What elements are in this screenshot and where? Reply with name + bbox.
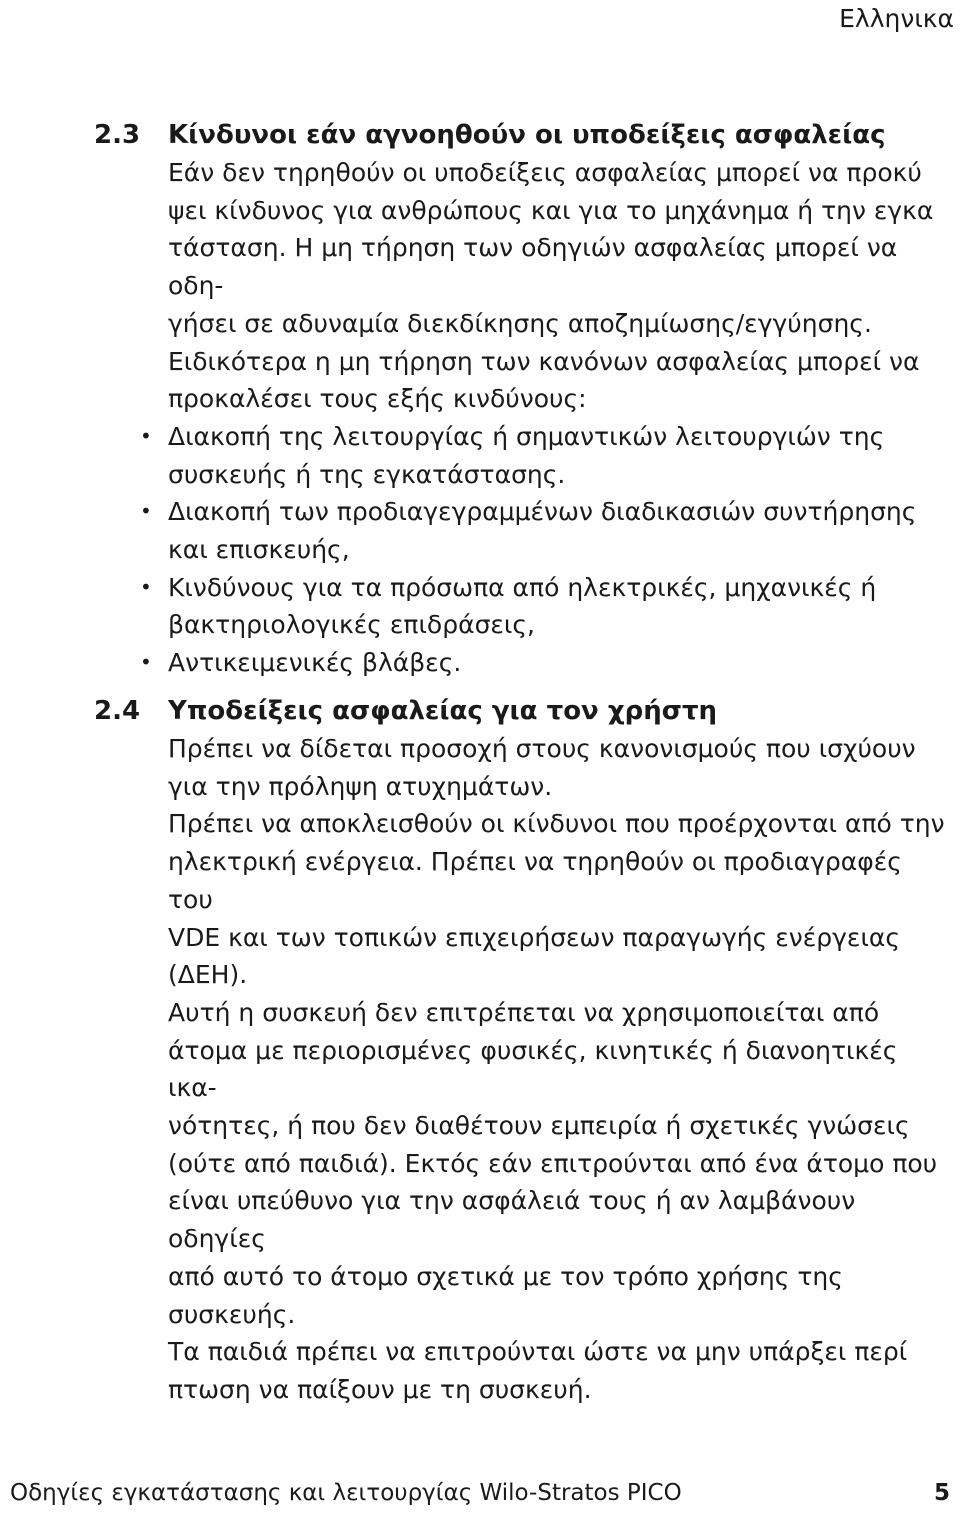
text-line: νότητες, ή που δεν διαθέτουν εμπειρία ή σχετικές γνώσεις [168, 1111, 910, 1141]
text-line: Εάν δεν τηρηθούν οι υποδείξεις ασφαλείας μπορεί να προκύ [168, 158, 922, 187]
page-number: 5 [933, 1480, 950, 1506]
text-line: (ούτε από παιδιά). Εκτός εάν επιτρούνται από ένα άτομο που [168, 1148, 938, 1178]
list-item [168, 644, 954, 682]
section-heading [94, 116, 954, 154]
text-line: Πρέπει να αποκλεισθούν οι κίνδυνοι που προέρχονται από την [168, 809, 945, 839]
section-number: 2.3 [94, 120, 141, 150]
text-line: Ειδικότερα η μη τήρηση των κανόνων ασφαλείας μπορεί να [168, 346, 920, 376]
language-label: Ελληνικα [839, 4, 954, 33]
page-footer [10, 1480, 950, 1506]
list-item-line: βακτηριολογικές επιδράσεις, [168, 610, 536, 640]
list-item-line: και επισκευής, [168, 535, 350, 565]
text-line: πτωση να παίξουν με τη συσκευή. [168, 1374, 592, 1404]
section-body [168, 154, 954, 682]
list-item [168, 569, 954, 644]
text-line: άτομα με περιορισμένες φυσικές, κινητικές ή διανοητικές ικα- [168, 1035, 898, 1103]
text-line: ηλεκτρική ενέργεια. Πρέπει να τηρηθούν οι προδιαγραφές του [168, 847, 902, 914]
list-item-line: • Κινδύνους για τα πρόσωπα από ηλεκτρικές, μηχανικές ή [168, 572, 877, 602]
text-line: (ΔΕΗ). [168, 960, 248, 990]
list-item-line: • Αντικειμενικές βλάβες. [168, 648, 462, 678]
text-line: VDE και των τοπικών επιχειρήσεων παραγωγής ενέργειας [168, 922, 901, 952]
list-item [168, 418, 954, 493]
list-item [168, 493, 954, 568]
risk-list [168, 418, 954, 682]
text-line: Τα παιδιά πρέπει να επιτρούνται ώστε να μην υπάρξει περί [168, 1337, 908, 1367]
section-title: Κίνδυνοι εάν αγνοηθούν οι υποδείξεις ασφαλείας [168, 120, 886, 150]
list-item-line: • Διακοπή της λειτουργίας ή σημαντικών λειτουργιών της [168, 421, 885, 451]
text-line: γήσει σε αδυναμία διεκδίκησης αποζημίωσης/εγγύησης. [168, 308, 872, 338]
text-line: είναι υπεύθυνο για την ασφάλειά τους ή αν λαμβάνουν οδηγίες [168, 1186, 856, 1254]
text-line: τάσταση. Η μη τήρηση των οδηγιών ασφαλείας μπορεί να οδη- [168, 233, 898, 301]
text-line: ψει κίνδυνος για ανθρώπους και για το μηχάνημα ή την εγκα [168, 195, 934, 225]
section-heading [94, 692, 954, 730]
text-line: για την πρόληψη ατυχημάτων. [168, 771, 553, 801]
section-number: 2.4 [94, 696, 141, 726]
section-body [168, 730, 954, 1409]
section-title: Υποδείξεις ασφαλείας για τον χρήστη [168, 696, 718, 726]
text-line: Πρέπει να δίδεται προσοχή στους κανονισμούς που ισχύουν [168, 734, 916, 763]
text-line: προκαλέσει τους εξής κινδύνους: [168, 384, 587, 414]
list-item-line: • Διακοπή των προδιαγεγραμμένων διαδικασιών συντήρησης [168, 497, 917, 527]
footer-title: Οδηγίες εγκατάστασης και λειτουργίας Wilo-Stratos PICO [10, 1480, 682, 1506]
section-2-4 [94, 692, 954, 1409]
section-2-3 [94, 116, 954, 682]
text-line: από αυτό το άτομο σχετικά με τον τρόπο χρήσης της συσκευής. [168, 1261, 843, 1329]
list-item-line: συσκευής ή της εγκατάστασης. [168, 459, 566, 489]
text-line: Αυτή η συσκευή δεν επιτρέπεται να χρησιμοποιείται από [168, 997, 880, 1027]
